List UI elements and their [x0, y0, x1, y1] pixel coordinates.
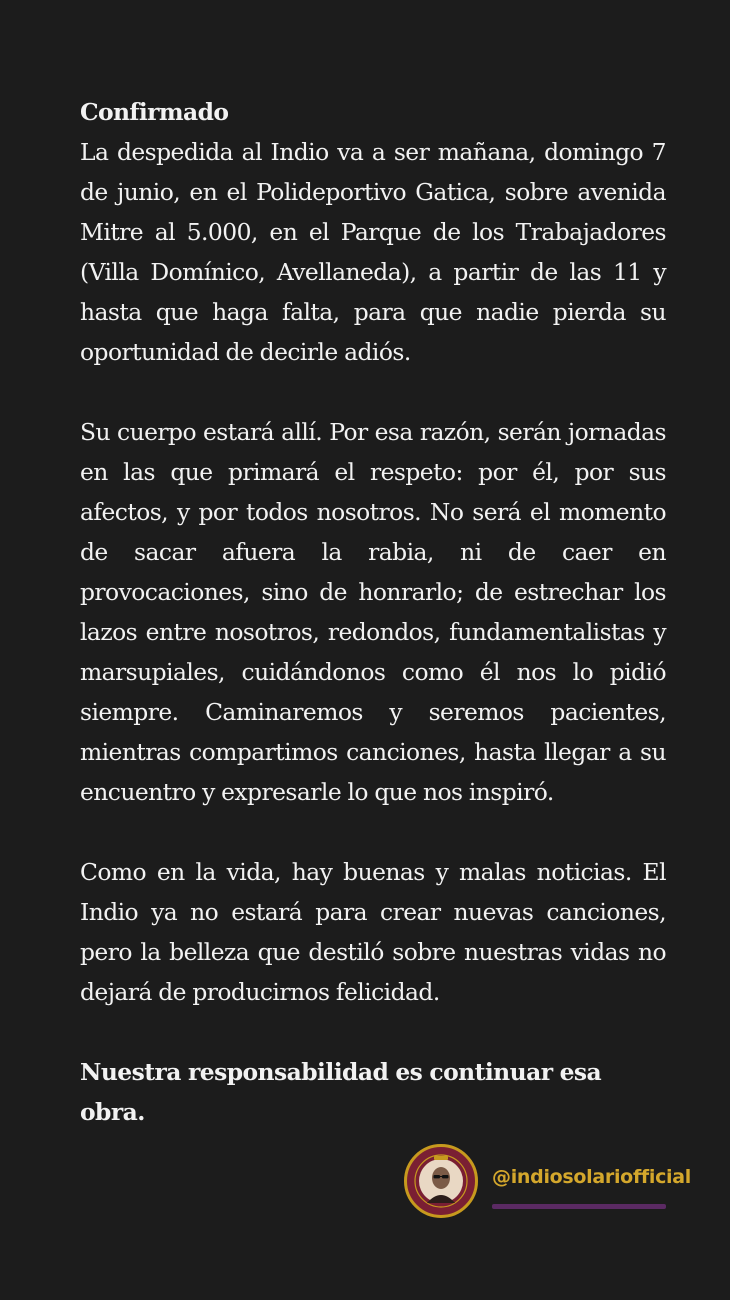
account-footer	[404, 1144, 691, 1222]
handle-underline	[492, 1204, 666, 1209]
statement-paragraph-1: La despedida al Indio va a ser mañana, domingo 7 de junio, en el Polideportivo Gatica, sobre avenida Mitre al 5.000, en el Parque de los Trabajadores (Villa Domínico, Avellaneda), a partir de las 11 y hasta que haga falta, para que nadie pierda su oportunidad de decirle adiós.	[80, 138, 666, 366]
logo-artwork	[407, 1147, 475, 1215]
statement-paragraph-2: Su cuerpo estará allí. Por esa razón, serán jornadas en las que primará el respeto: por él, por sus afectos, y por todos nosotros. No será el momento de sacar afuera la rabia, ni de caer en provocaciones, sino de honrarlo; de estrechar los lazos entre nosotros, redondos, fundamentalistas y marsupiales, cuidándonos como él nos lo pidió siempre. Caminaremos y seremos pacientes, mientras compartimos canciones, hasta llegar a su encuentro y expresarle lo que nos inspiró.	[80, 418, 666, 806]
statement-paragraph-3: Como en la vida, hay buenas y malas noticias. El Indio ya no estará para crear nuevas canciones, pero la belleza que destiló sobre nuestras vidas no dejará de producirnos felicidad.	[80, 858, 666, 1006]
account-handle[interactable]: @indiosolariofficial	[492, 1166, 691, 1188]
statement-text	[80, 92, 666, 1132]
statement-heading: Confirmado	[80, 98, 229, 126]
statement-closing: Nuestra responsabilidad es continuar esa obra.	[80, 1058, 602, 1126]
indio-portrait-logo-icon	[404, 1144, 478, 1218]
